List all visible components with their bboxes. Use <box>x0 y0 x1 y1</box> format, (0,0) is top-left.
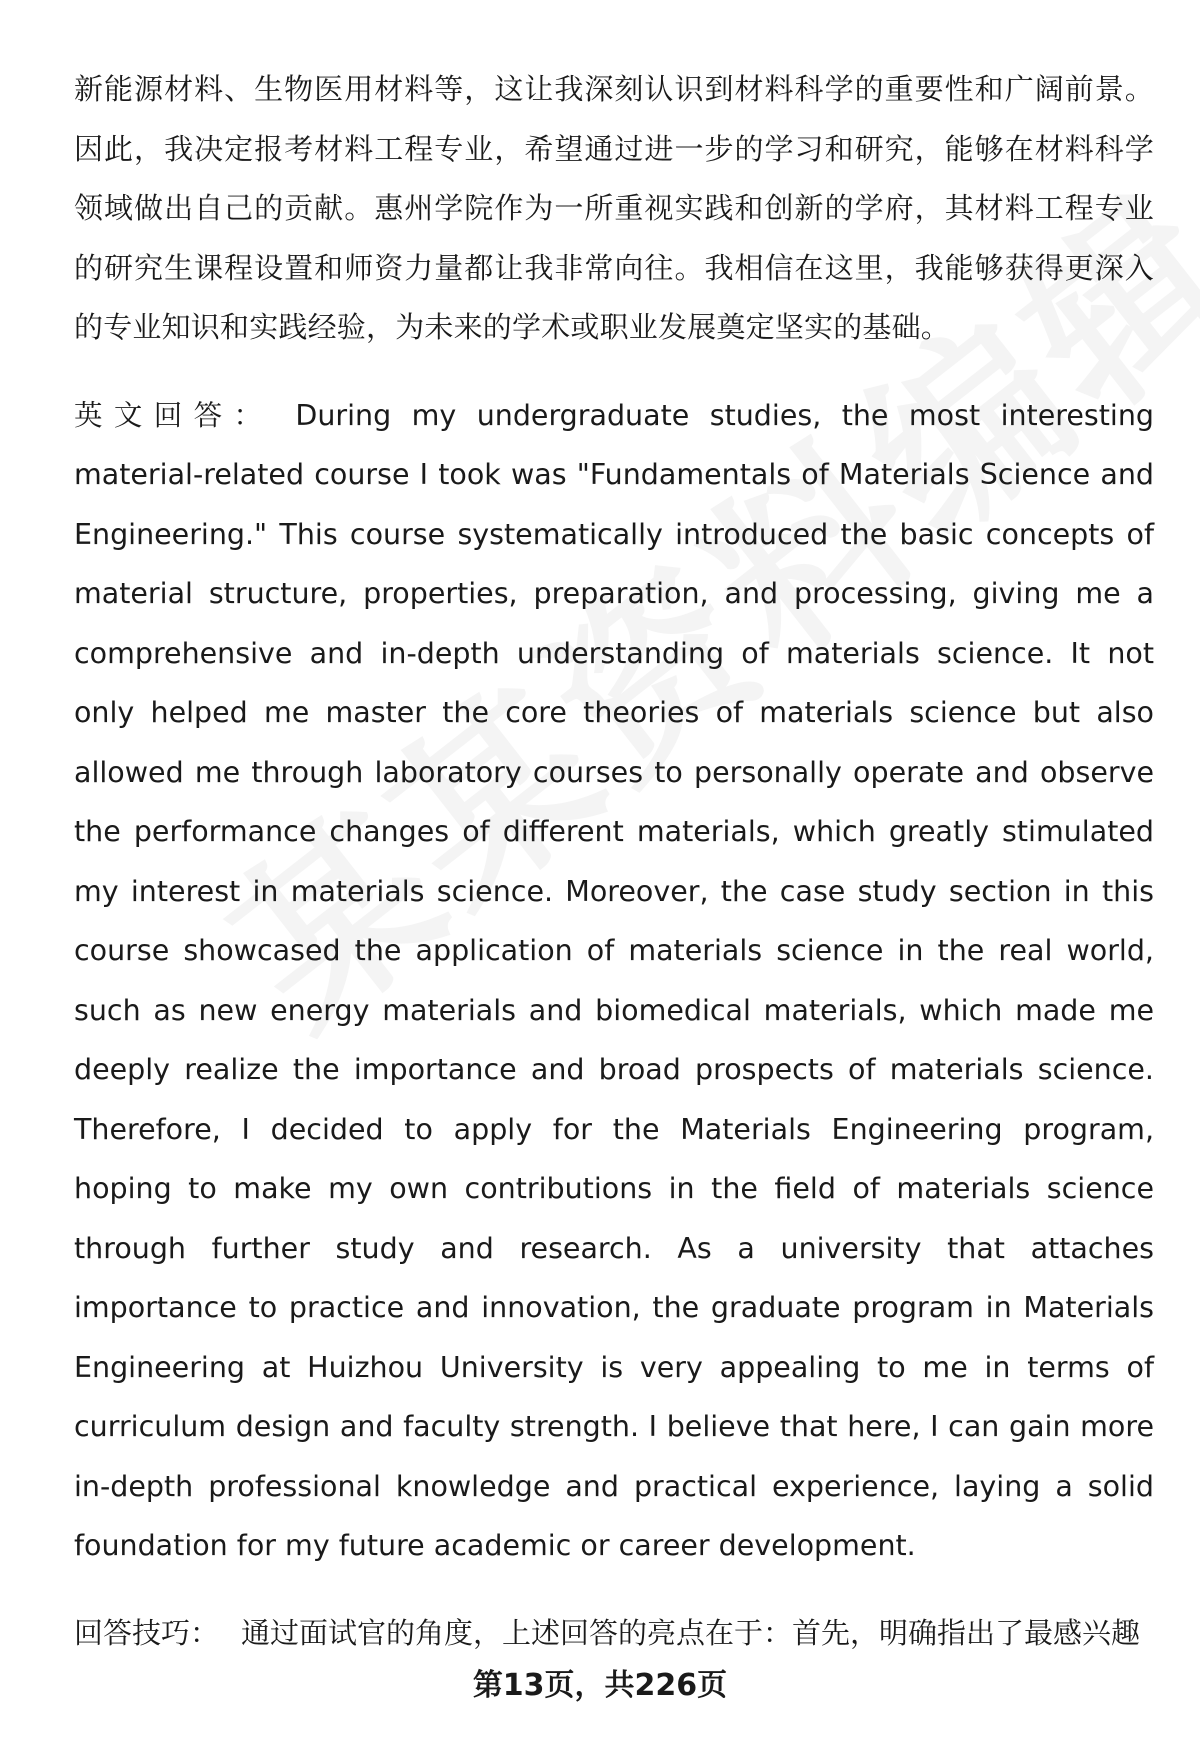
answer-tips-text: 通过面试官的角度，上述回答的亮点在于：首先，明确指出了最感兴趣 <box>241 1615 1141 1650</box>
document-body <box>74 60 1154 1663</box>
english-answer-label: 英文回答： <box>74 398 274 432</box>
chinese-answer-paragraph: 新能源材料、生物医用材料等，这让我深刻认识到材料科学的重要性和广阔前景。因此，我决定报考材料工程专业，希望通过进一步的学习和研究，能够在材料科学领域做出自己的贡献。惠州学院作为一所重视实践和创新的学府，其材料工程专业的研究生课程设置和师资力量都让我非常向往。我相信在这里，我能够获得更深入的专业知识和实践经验，为未来的学术或职业发展奠定坚实的基础。 <box>74 72 1154 344</box>
answer-tips-label: 回答技巧： <box>74 1615 220 1650</box>
english-answer-paragraph <box>74 386 1154 1576</box>
english-answer-text: During my undergraduate studies, the most interesting material-related course I took was "Fundamentals of Materials Science and Engineering." This course systematically introduced the basic concepts of material structure, properties, preparation, and processing, giving me a comprehensive and in-depth understanding of materials science. It not only helped me master the core theories of materials science but also allowed me through laboratory courses to personally operate and observe the performance changes of different materials, which greatly stimulated my interest in materials science. Moreover, the case study section in this course showcased the application of materials science in the real world, such as new energy materials and biomedical materials, which made me deeply realize the importance and broad prospects of materials science. Therefore, I decided to apply for the Materials Engineering program, hoping to make my own contributions in the field of materials science through further study and research. As a university that attaches importance to practice and innovation, the graduate program in Materials Engineering at Huizhou University is very appealing to me in terms of curriculum design and faculty strength. I believe that here, I can gain more in-depth professional knowledge and practical experience, laying a solid foundation for my future academic or career development. <box>74 398 1154 1562</box>
page-number-footer: 第13页，共226页 <box>472 1668 728 1703</box>
answer-tips-paragraph <box>74 1604 1154 1664</box>
